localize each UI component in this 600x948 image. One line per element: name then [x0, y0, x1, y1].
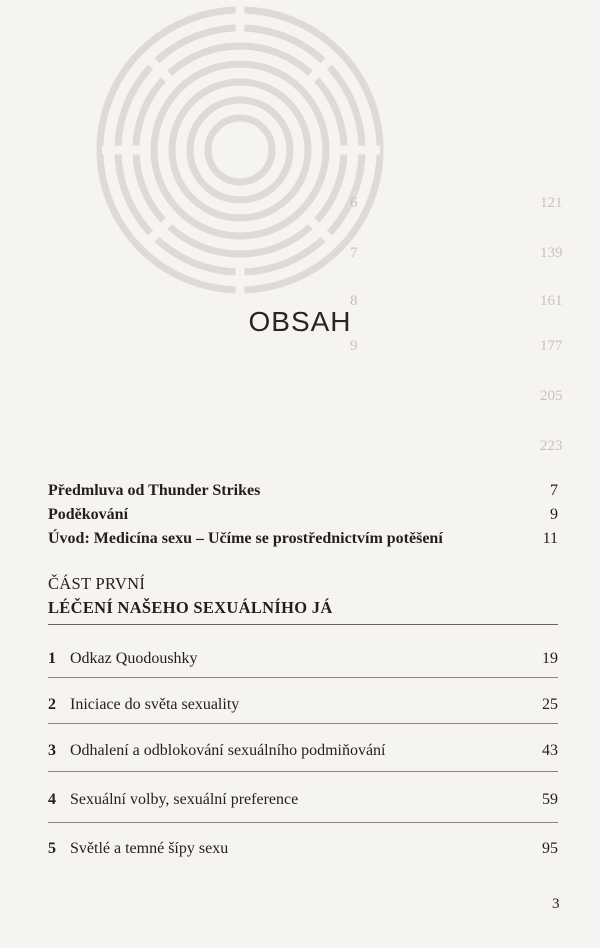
chapter-title: Světlé a temné šípy sexu: [70, 840, 229, 857]
chapter-number: 3: [48, 742, 56, 759]
chapter-page: 19: [542, 650, 558, 667]
bleed-through-text: 6: [350, 195, 358, 211]
chapter-number: 5: [48, 840, 56, 857]
page-number: 3: [552, 896, 560, 912]
bleed-through-text: 161: [540, 293, 563, 309]
chapter-title: Iniciace do světa sexuality: [70, 696, 240, 713]
bleed-through-text: 223: [540, 438, 563, 454]
bleed-through-text: 121: [540, 195, 563, 211]
chapter-title: Sexuální volby, sexuální preference: [70, 791, 299, 808]
toc-front-entry[interactable]: [48, 506, 558, 524]
toc-front-entry[interactable]: [48, 530, 558, 548]
chapter-number: 4: [48, 791, 56, 808]
bleed-through-text: 177: [540, 338, 563, 354]
chapter-page: 59: [542, 791, 558, 808]
bleed-through-text: 139: [540, 245, 563, 261]
part-title: LÉČENÍ NAŠEHO SEXUÁLNÍHO JÁ: [48, 598, 333, 617]
chapter-number: 2: [48, 696, 56, 713]
chapter-title: Odkaz Quodoushky: [70, 650, 198, 667]
divider: [48, 822, 558, 823]
toc-entry-label: Poděkování: [48, 506, 129, 523]
bleed-through-text: 9: [350, 338, 358, 354]
chapter-page: 43: [542, 742, 558, 759]
toc-entry-page: 11: [542, 530, 558, 547]
toc-entry-page: 9: [550, 506, 558, 523]
concentric-labyrinth-icon: [90, 0, 390, 430]
chapter-number: 1: [48, 650, 56, 667]
bleed-through-text: 8: [350, 293, 358, 309]
toc-entry-page: 7: [550, 482, 558, 499]
chapter-page: 25: [542, 696, 558, 713]
chapter-page: 95: [542, 840, 558, 857]
divider: [48, 624, 558, 625]
divider: [48, 771, 558, 772]
divider: [48, 677, 558, 678]
toc-entry-label: Předmluva od Thunder Strikes: [48, 482, 261, 499]
page-title: OBSAH: [248, 306, 352, 337]
divider: [48, 723, 558, 724]
part-label: ČÁST PRVNÍ: [48, 574, 146, 593]
bleed-through-text: 205: [540, 388, 563, 404]
toc-front-entry[interactable]: [48, 482, 558, 500]
bleed-through-text: 7: [350, 245, 358, 261]
toc-entry-label: Úvod: Medicína sexu – Učíme se prostřednictvím potěšení: [48, 530, 443, 547]
chapter-title: Odhalení a odblokování sexuálního podmiňování: [70, 742, 386, 759]
